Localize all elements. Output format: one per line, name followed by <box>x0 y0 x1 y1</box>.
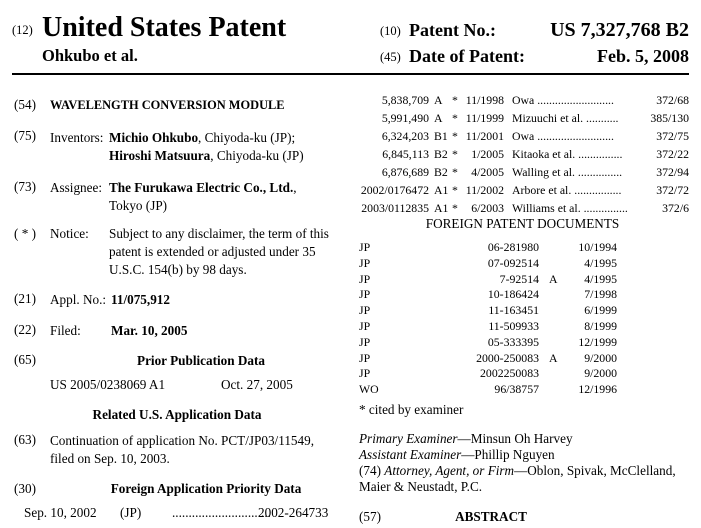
us-patent-row <box>356 147 689 165</box>
appl-label: Appl. No.: <box>50 292 107 307</box>
us-patent-class: 372/75 <box>656 129 689 143</box>
abstract-heading: ABSTRACT <box>455 509 527 524</box>
foreign-row <box>359 335 689 351</box>
filed-label: Filed: <box>50 323 81 338</box>
us-patent-date: 11/2002 <box>465 183 504 197</box>
us-patent-class: 372/72 <box>656 183 689 197</box>
us-patent-date: 11/2001 <box>465 129 504 143</box>
notice-label: Notice: <box>50 226 89 241</box>
foreign-priority-heading: Foreign Application Priority Data <box>110 481 302 496</box>
inventor-line: Michio Ohkubo, Chiyoda-ku (JP); <box>109 130 296 145</box>
us-patent-number: 6,845,113 <box>382 147 429 161</box>
us-patent-inventor: Kitaoka et al. ............... <box>512 147 623 161</box>
foreign-number: 96/38757 <box>494 382 539 397</box>
us-patent-kind: B1 <box>434 129 448 143</box>
us-patent-kind: A1 <box>434 201 449 215</box>
us-patent-row <box>356 165 689 183</box>
foreign-country: JP <box>359 350 371 365</box>
foreign-country: JP <box>359 366 371 381</box>
us-patent-row <box>356 111 689 129</box>
appl-number: 11/075,912 <box>111 292 170 307</box>
foreign-country: WO <box>359 382 379 397</box>
foreign-date: 12/1996 <box>578 382 617 397</box>
us-patent-class: 372/22 <box>656 147 689 161</box>
primary-examiner: Primary Examiner—Minsun Oh Harvey <box>359 431 573 446</box>
us-patent-inventor: Arbore et al. ................ <box>512 183 622 197</box>
notice-code: ( * ) <box>14 226 36 241</box>
appl-code: (21) <box>14 291 36 306</box>
foreign-row <box>359 382 689 398</box>
filed-code: (22) <box>14 322 36 337</box>
header-rule <box>12 73 689 75</box>
foreign-kind: A <box>549 350 558 365</box>
foreign-number: 11-509933 <box>488 318 539 333</box>
us-patent-star: * <box>452 93 458 107</box>
foreign-heading: FOREIGN PATENT DOCUMENTS <box>425 216 620 231</box>
prior-pub-number: US 2005/0238069 A1 <box>50 377 166 392</box>
us-patent-inventor: Williams et al. ............... <box>512 201 628 215</box>
foreign-patent-documents <box>359 240 689 398</box>
us-patent-number: 6,324,203 <box>381 129 429 143</box>
us-patent-date: 11/1999 <box>465 111 504 125</box>
us-patent-date: 1/2005 <box>471 147 504 161</box>
foreign-date: 12/1999 <box>578 334 617 349</box>
notice-text-line: U.S.C. 154(b) by 98 days. <box>109 262 247 277</box>
us-patent-star: * <box>452 111 458 125</box>
foreign-date: 8/1999 <box>584 318 617 333</box>
foreign-date: 4/1995 <box>584 271 617 286</box>
date-of-patent: Feb. 5, 2008 <box>597 46 689 66</box>
prior-pub-heading: Prior Publication Data <box>137 353 265 368</box>
foreign-row <box>359 272 689 288</box>
filed-date: Mar. 10, 2005 <box>111 323 188 338</box>
foreign-number: 06-281980 <box>487 240 539 254</box>
foreign-row <box>359 303 689 319</box>
us-patent-number: 2002/0176472 <box>360 183 429 197</box>
cited-by-examiner: * cited by examiner <box>359 402 464 417</box>
us-patent-kind: A <box>434 111 443 125</box>
foreign-number: 2002250083 <box>480 366 539 381</box>
foreign-country: JP <box>359 318 371 333</box>
us-patent-date: 6/2003 <box>471 201 504 215</box>
assignee-location: Tokyo (JP) <box>109 198 168 213</box>
patent-number-code: (10) <box>380 24 401 38</box>
related-heading: Related U.S. Application Data <box>92 407 262 422</box>
us-patent-kind: A <box>434 93 443 107</box>
date-of-patent-label: Date of Patent: <box>409 46 525 66</box>
us-patent-class: 372/94 <box>656 165 689 179</box>
notice-text-line: Subject to any disclaimer, the term of this <box>109 226 329 241</box>
foreign-date: 6/1999 <box>584 303 617 318</box>
us-patent-number: 6,876,689 <box>381 165 429 179</box>
continuation-line: Continuation of application No. PCT/JP03/11549, <box>50 433 314 448</box>
us-patent-star: * <box>452 147 458 161</box>
us-patent-date: 4/2005 <box>471 165 504 179</box>
document-title: United States Patent <box>42 12 287 43</box>
us-patent-star: * <box>452 201 458 215</box>
kind-code: (12) <box>12 23 33 37</box>
foreign-number: 11-163451 <box>488 303 539 318</box>
foreign-number: 7-92514 <box>499 271 539 286</box>
inventors-label: Inventors: <box>50 130 104 145</box>
date-code: (45) <box>380 50 401 64</box>
foreign-date: 10/1994 <box>578 240 617 254</box>
abstract-code: (57) <box>359 509 381 524</box>
foreign-number: 2000-250083 <box>476 350 539 365</box>
us-patent-class: 372/6 <box>662 201 689 215</box>
us-patent-number: 2003/0112835 <box>361 201 429 215</box>
foreign-row <box>359 319 689 335</box>
us-patent-inventor: Owa .......................... <box>512 93 614 107</box>
title-code: (54) <box>14 97 36 112</box>
foreign-date: 9/2000 <box>584 366 617 381</box>
assignee-code: (73) <box>14 179 36 194</box>
priority-date: Sep. 10, 2002 <box>24 505 97 520</box>
us-patent-kind: A1 <box>434 183 449 197</box>
foreign-priority-code: (30) <box>14 481 36 496</box>
foreign-date: 9/2000 <box>584 350 617 365</box>
us-patent-inventor: Mizuuchi et al. ........... <box>512 111 619 125</box>
attorney: (74) Attorney, Agent, or Firm—Oblon, Spivak, McClelland, <box>359 463 676 478</box>
us-patent-inventor: Owa .......................... <box>512 129 614 143</box>
us-patent-star: * <box>452 129 458 143</box>
foreign-date: 7/1998 <box>584 287 617 302</box>
foreign-country: JP <box>359 240 371 254</box>
assistant-examiner: Assistant Examiner—Phillip Nguyen <box>359 447 555 462</box>
assignee-label: Assignee: <box>50 180 103 195</box>
foreign-country: JP <box>359 255 371 270</box>
us-patent-kind: B2 <box>434 165 448 179</box>
foreign-number: 10-186424 <box>487 287 539 302</box>
foreign-number: 05-333395 <box>487 334 539 349</box>
foreign-row <box>359 256 689 272</box>
us-patent-number: 5,838,709 <box>381 93 429 107</box>
priority-country: (JP) <box>120 505 142 520</box>
patent-number-label: Patent No.: <box>409 20 496 40</box>
us-patent-number: 5,991,490 <box>381 111 429 125</box>
priority-dots: .............................. <box>172 505 271 520</box>
invention-title: WAVELENGTH CONVERSION MODULE <box>50 98 285 112</box>
first-inventor-etal: Ohkubo et al. <box>42 46 138 65</box>
foreign-number: 07-092514 <box>487 255 539 270</box>
us-patent-row <box>356 93 689 111</box>
assignee-name: The Furukawa Electric Co., Ltd., <box>109 180 297 195</box>
foreign-row <box>359 351 689 367</box>
foreign-country: JP <box>359 334 371 349</box>
foreign-row <box>359 287 689 303</box>
foreign-country: JP <box>359 303 371 318</box>
us-patent-date: 11/1998 <box>465 93 504 107</box>
inventor-line: Hiroshi Matsuura, Chiyoda-ku (JP) <box>109 148 304 163</box>
inventors-code: (75) <box>14 128 36 143</box>
us-patent-star: * <box>452 165 458 179</box>
priority-number: 2002-264733 <box>258 505 329 520</box>
us-patent-star: * <box>452 183 458 197</box>
us-patent-class: 372/68 <box>656 93 689 107</box>
us-patent-class: 385/130 <box>650 111 689 125</box>
us-patent-row <box>356 183 689 201</box>
us-patent-kind: B2 <box>434 147 448 161</box>
us-patent-documents <box>356 93 689 219</box>
prior-pub-code: (65) <box>14 352 36 367</box>
prior-pub-date: Oct. 27, 2005 <box>221 377 293 392</box>
foreign-date: 4/1995 <box>584 255 617 270</box>
us-patent-row <box>356 129 689 147</box>
foreign-row <box>359 240 689 256</box>
patent-number: US 7,327,768 B2 <box>550 19 689 41</box>
us-patent-inventor: Walling et al. ............... <box>512 165 623 179</box>
foreign-kind: A <box>549 271 558 286</box>
attorney-line2: Maier & Neustadt, P.C. <box>359 479 483 494</box>
continuation-line: filed on Sep. 10, 2003. <box>50 451 170 466</box>
foreign-country: JP <box>359 287 371 302</box>
continuation-code: (63) <box>14 432 36 447</box>
notice-text-line: patent is extended or adjusted under 35 <box>109 244 316 259</box>
foreign-country: JP <box>359 271 371 286</box>
foreign-row <box>359 366 689 382</box>
